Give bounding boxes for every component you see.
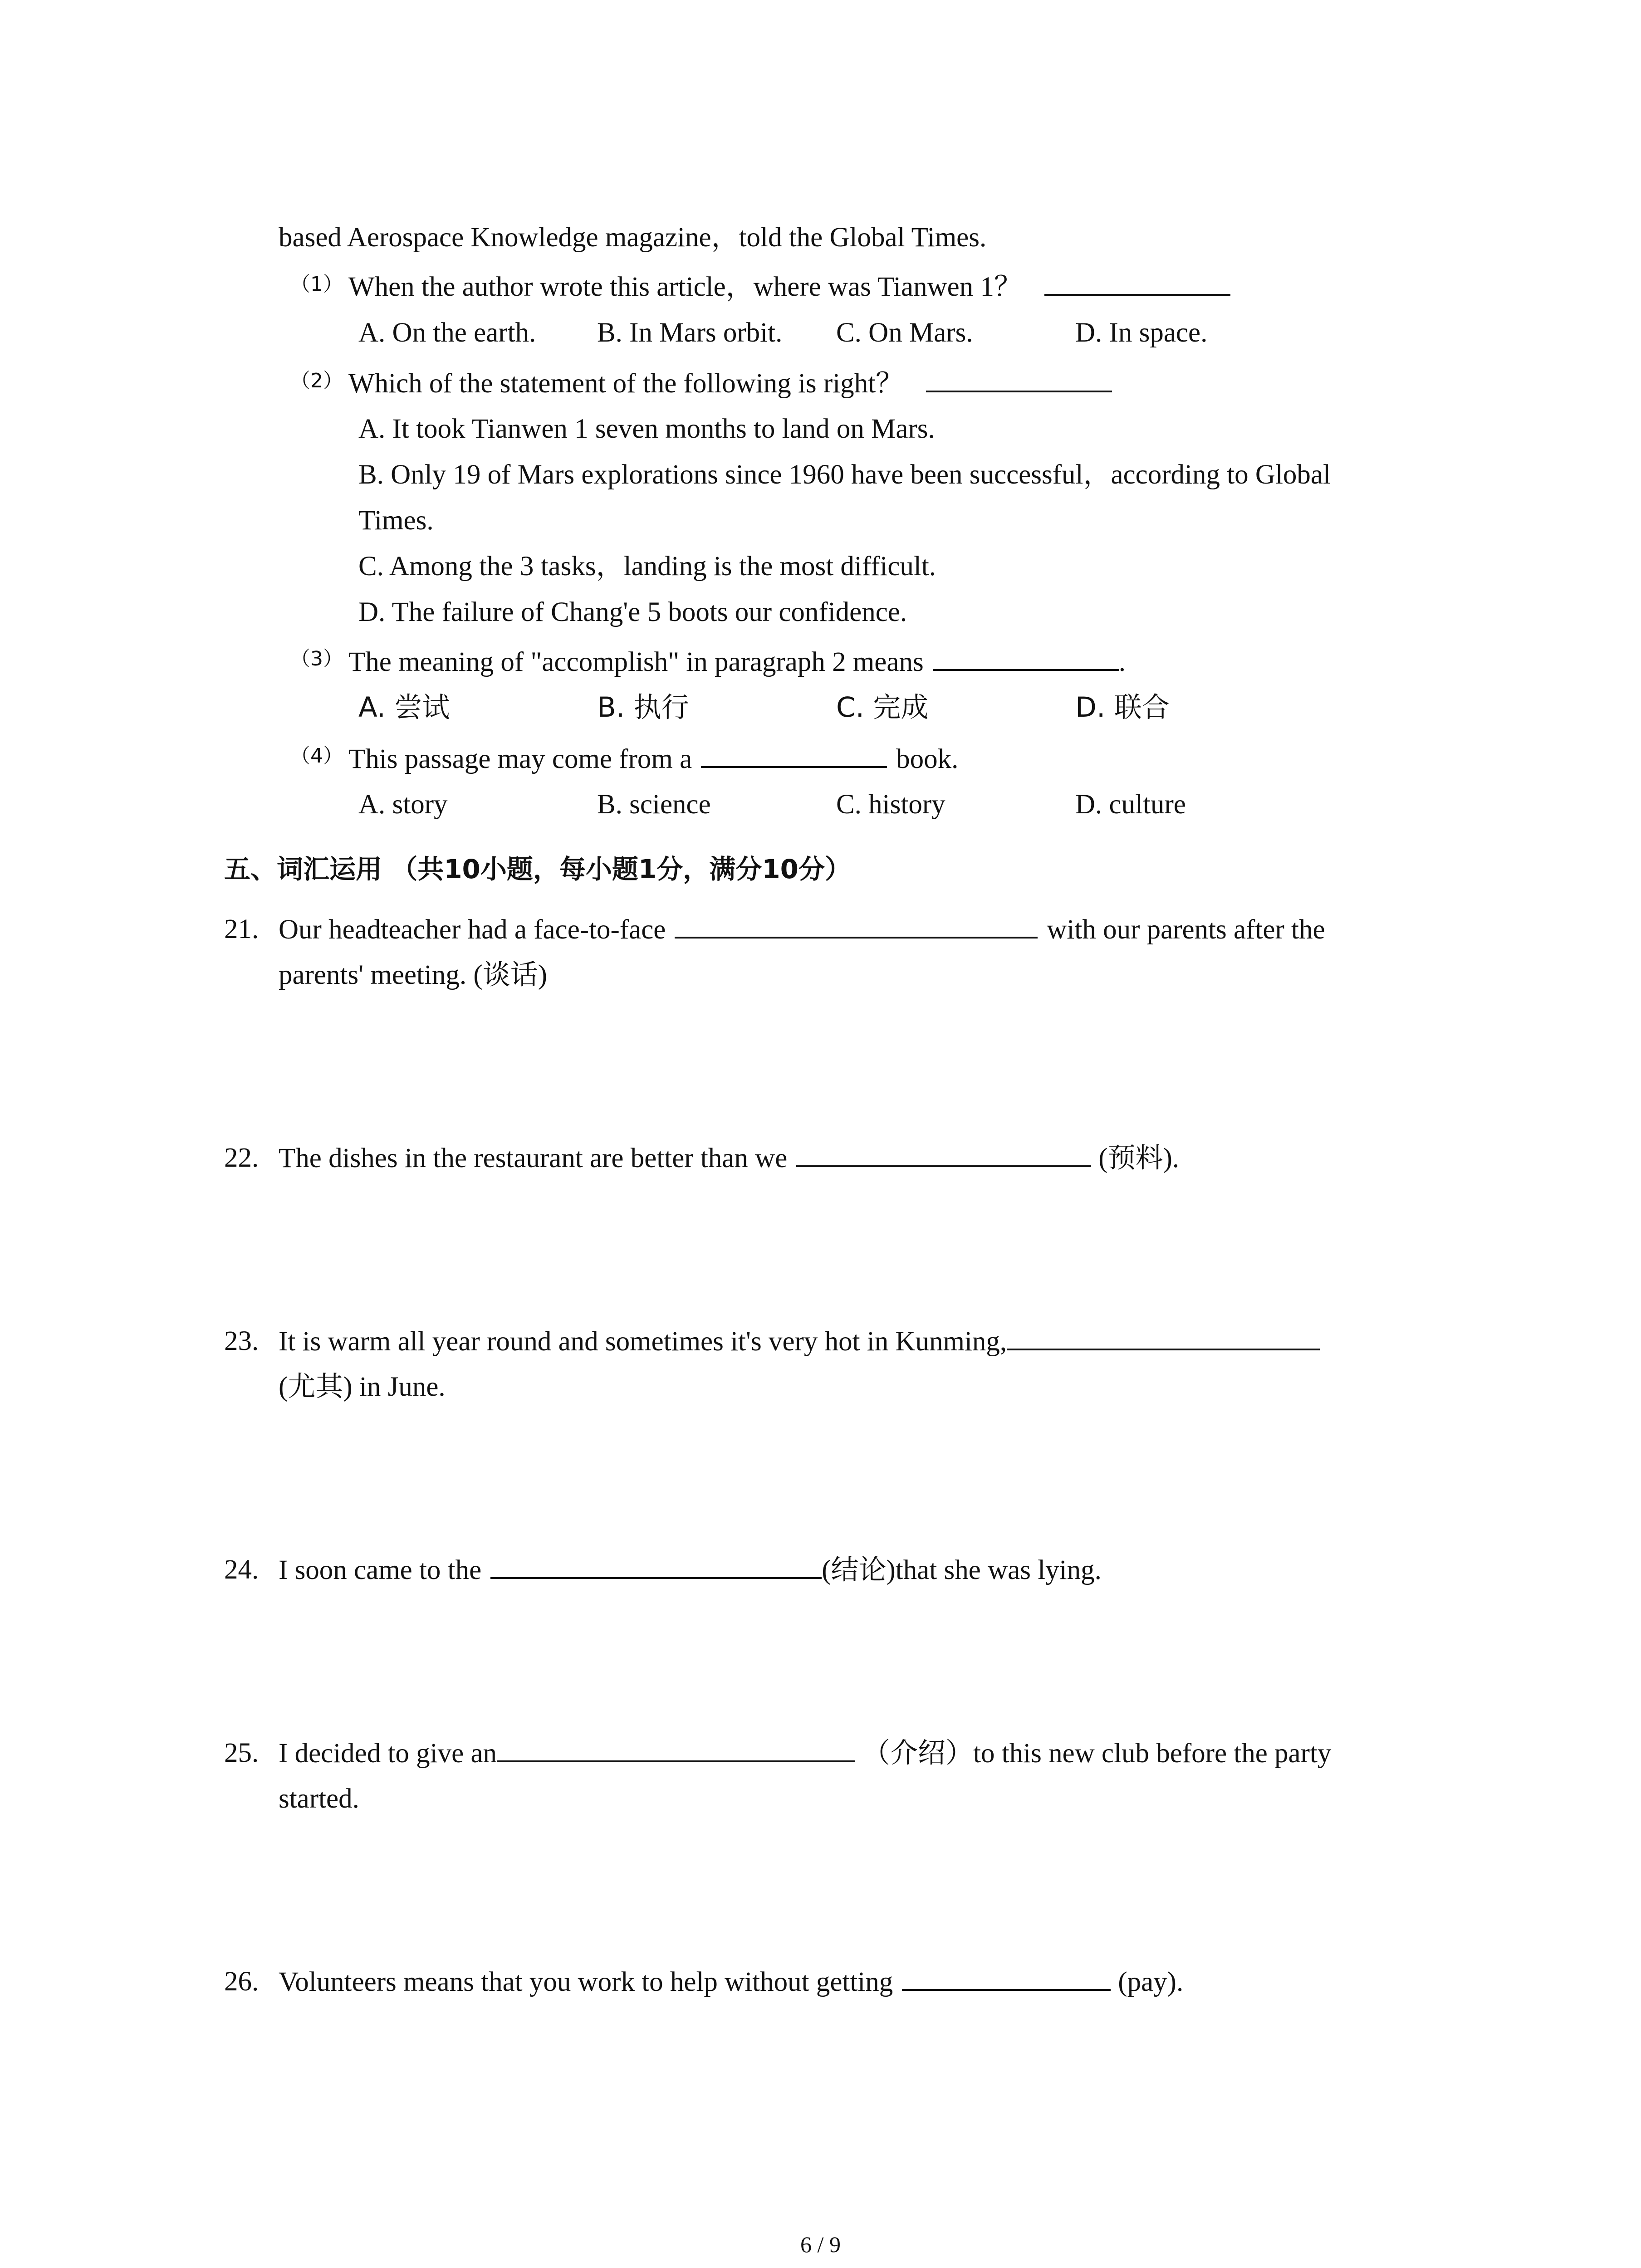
option-d: D. culture [1075,789,1186,820]
option-b: B. In Mars orbit. [597,318,783,348]
answer-blank[interactable] [796,1140,1091,1167]
question-text: Volunteers means that you work to help without getting (pay). [279,1964,1183,2000]
question-stem: When the author wrote this article，where was Tianwen 1？ [348,269,1230,305]
question-number: （4） [290,744,343,767]
option-b: B. science [597,789,711,820]
question-number: 24. [224,1554,259,1585]
question-number: 22. [224,1143,259,1173]
question-number: （2） [290,369,343,392]
question-text: Our headteacher had a face-to-face with our parents after the [279,911,1325,948]
option-b: B. 执行 [597,691,689,723]
option-a: A. It took Tianwen 1 seven months to land on Mars. [358,414,935,444]
answer-blank[interactable] [933,644,1119,671]
option-c: C. 完成 [836,691,929,723]
question-text: It is warm all year round and sometimes it's very hot in Kunming, [279,1323,1320,1360]
answer-blank[interactable] [701,741,887,768]
option-c: C. history [836,789,945,820]
option-a: A. 尝试 [358,691,450,723]
question-number: 26. [224,1966,259,1997]
answer-blank[interactable] [675,911,1038,938]
option-a: A. On the earth. [358,318,536,348]
option-b: B. Only 19 of Mars explorations since 1960 have been successful，according to Global [358,459,1331,490]
question-number: （3） [290,647,343,670]
question-stem: Which of the statement of the following is right？ [348,365,1112,402]
answer-blank[interactable] [1044,269,1230,296]
question-text: The dishes in the restaurant are better than we (预料). [279,1140,1179,1177]
question-text-continued: started. [279,1784,359,1814]
answer-blank[interactable] [490,1552,822,1579]
option-c: C. Among the 3 tasks，landing is the most difficult. [358,551,936,582]
question-number: 25. [224,1738,259,1768]
question-stem: This passage may come from a book. [348,741,958,777]
option-b-continued: Times. [358,505,434,536]
question-text-continued: parents' meeting. (谈话) [279,960,548,990]
option-d: D. 联合 [1075,691,1170,723]
question-stem: The meaning of "accomplish" in paragraph 2 means . [348,644,1126,680]
answer-blank[interactable] [902,1964,1111,1991]
question-text: I decided to give an （介绍）to this new club before the party [279,1735,1331,1772]
option-d: D. In space. [1075,318,1208,348]
question-number: （1） [290,273,343,296]
option-a: A. story [358,789,448,820]
question-text-continued: (尤其) in June. [279,1372,446,1402]
question-text: I soon came to the (结论)that she was lying. [279,1552,1102,1589]
answer-blank[interactable] [926,365,1112,392]
answer-blank[interactable] [1007,1323,1320,1350]
section-title: 五、词汇运用 （共10小题，每小题1分，满分10分） [224,854,851,885]
option-d: D. The failure of Chang'e 5 boots our confidence. [358,597,907,627]
question-number: 23. [224,1326,259,1356]
option-c: C. On Mars. [836,318,973,348]
question-number: 21. [224,914,259,944]
passage-text: based Aerospace Knowledge magazine，told the Global Times. [279,222,987,253]
answer-blank[interactable] [497,1735,855,1762]
page-number: 6 / 9 [800,2232,841,2257]
